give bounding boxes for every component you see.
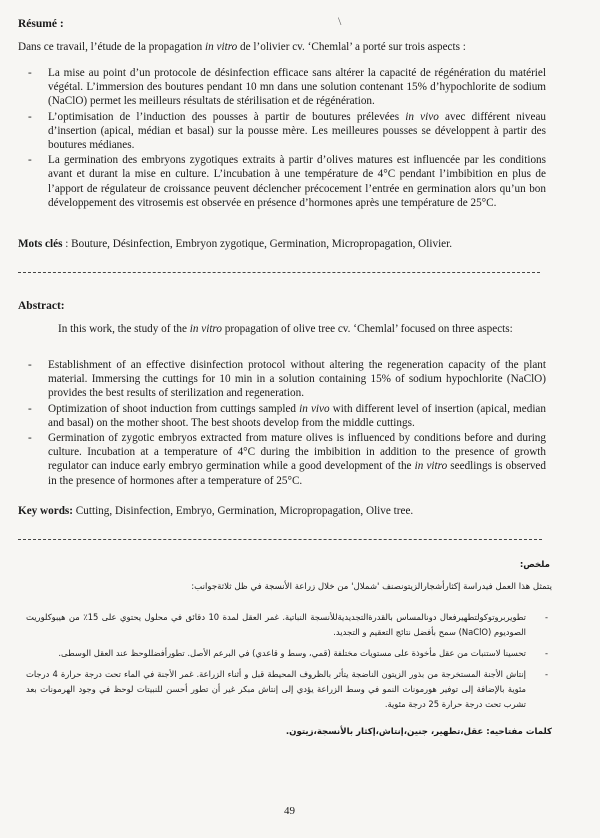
resume-item: - La germination des embryons zygotiques extraits à partir d’olives matures est influencée par les conditions avant et durant la mise en culture. L’incubation à une température de 4°C pendant l’imbibition en plus de l’apport de régulateur de croissance peuvent déclencher précocement l’entrée en germination alors qu’un bon développement des vitrosemis est observée en présence d’hormones après une température de 25°C. [28, 154, 546, 209]
abstract-intro: In this work, the study of the in vitro propagation of olive tree cv. ‘Chemlal’ focused on three aspects: [58, 323, 513, 335]
arabic-list [26, 610, 552, 718]
abstract-item: - Establishment of an effective disinfection protocol without altering the regeneration capacity of the plant material. Immersing the cuttings for 10 min in a solution containing 15% of sodium hypochlorite (NaClO) provides the best results of sterilization and regeneration. [28, 359, 546, 400]
arabic-item: - تحسينا لاستنبات من عقل مأخوذة على مستويات مختلفة (قمي، وسط و قاعدي) في البرعم الأصل. تطورأفضللوحظ عند العقل الوسطى. [58, 648, 548, 658]
abstract-item: - Germination of zygotic embryos extracted from mature olives is influenced by conditions before and during culture. Incubation at a temperature of 4°C during the imbibition in addition to the presence of growth regulator can induce early embryo germination while a good development of the in vitro seedlings is observed in the presence of hormones after a temperature of 25°C. [28, 432, 546, 487]
abstract-keywords: Key words: Cutting, Disinfection, Embryo, Germination, Micropropagation, Olive tree. [18, 505, 414, 517]
resume-keywords: Mots clés : Bouture, Désinfection, Embryon zygotique, Germination, Micropropagation, Olivier. [18, 238, 453, 250]
resume-item: - L’optimisation de l’induction des pousses à partir de boutures prélevées in vivo avec différent niveau d’insertion (apical, médian et basal) sur la pousse mère. Les meilleures pousses se développent à partir des boutures médianes. [28, 110, 547, 152]
separator-line [18, 539, 542, 540]
arabic-title: ملخص: [519, 560, 550, 570]
resume-title: Résumé : [18, 18, 64, 30]
abstract-list [18, 358, 546, 489]
separator-line [18, 272, 540, 273]
arabic-keywords: كلمات مفتاحيه: عقل،تطهير، جنين،إنتاش،إكثار بالأنسجة،زيتون. [285, 727, 552, 737]
arabic-item: - تطويربروتوكولتطهيرفعال دونالمساس بالقدرةالتجديديةللأنسجة النباتية. غمر العقل لمدة 10 دقائق في محلول يحتوي على 15٪ من هيبوكلوريت الصوديوم (NaClO) سمح بأفضل نتائج التعقيم و التجديد. [26, 612, 548, 637]
arabic-intro: يتمثل هذا العمل فيدراسة إكثارأشجارالزيتونصنف 'شملال' من خلال زراعة الأنسجة في ظل ثلاثةجوانب: [191, 582, 552, 592]
arabic-item: - إنتاش الأجنة المستخرجة من بذور الزيتون الناضجة يتأثر بالظروف المحيطة قبل و أثناء الزراعة. غمر الأجنة في الماء تحت درجة حرارة 4 درجات مئوية بالإضافة إلى توفير هورمونات النمو في وسط الزراعة يؤدي إلى إنتاش مبكر غير أن تطور أحسن للنبيتات لوحظ في وجود الهرمونات بعد تشرب تحت درجة حرارة 25 درجة مئوية. [26, 669, 548, 709]
resume-item: - La mise au point d’un protocole de désinfection efficace sans altérer la capacité de régénération du matériel végétal. L’immersion des boutures pendant 10 mn dans une solution contenant 15% d’hypochlorite de sodium (NaClO) permet les meilleurs résultats de stérilisation et de régénération. [28, 67, 546, 108]
page-number: 49 [284, 805, 295, 817]
resume-intro: Dans ce travail, l’étude de la propagation in vitro de l’olivier cv. ‘Chemlal’ a porté sur trois aspects : [18, 41, 466, 53]
abstract-title: Abstract: [18, 300, 65, 312]
resume-list [18, 66, 546, 211]
pen-mark: \ [338, 14, 342, 28]
abstract-item: - Optimization of shoot induction from cuttings sampled in vivo with different level of insertion (apical, median and basal) on the mother shoot. The best shoots develop from the middle cuttings. [28, 402, 546, 429]
